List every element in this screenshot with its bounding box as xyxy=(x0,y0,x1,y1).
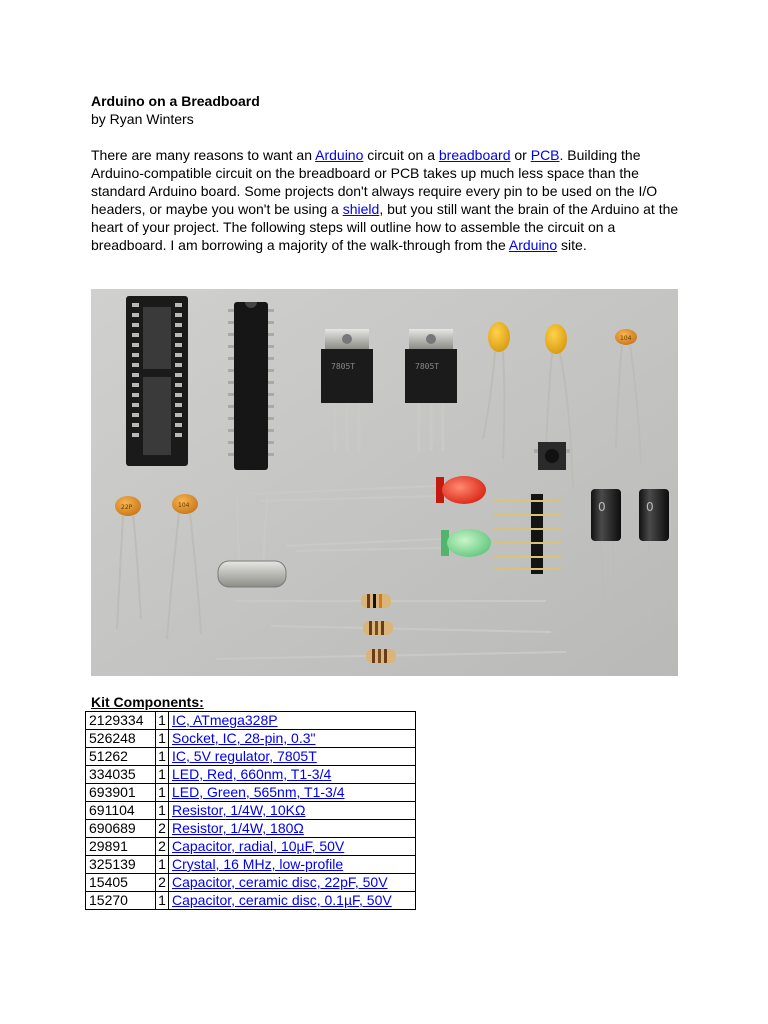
regulator-label-2: 7805T xyxy=(415,362,440,371)
intro-text-2: circuit on a xyxy=(363,147,439,163)
regulator-label-1: 7805T xyxy=(331,362,356,371)
cap-label-left-1: 22P xyxy=(121,504,133,511)
part-number: 690689 xyxy=(86,820,156,838)
component-link[interactable]: Capacitor, ceramic disc, 22pF, 50V xyxy=(172,874,388,890)
part-number: 15270 xyxy=(86,892,156,910)
intro-text-6: site. xyxy=(557,237,587,253)
component-link[interactable]: IC, 5V regulator, 7805T xyxy=(172,748,317,764)
cap-label-left-2: 104 xyxy=(178,502,190,509)
table-row xyxy=(86,730,416,748)
table-row xyxy=(86,820,416,838)
quantity: 1 xyxy=(156,730,169,748)
description-cell xyxy=(169,748,416,766)
link-shield[interactable]: shield xyxy=(342,201,380,217)
description-cell xyxy=(169,820,416,838)
quantity: 2 xyxy=(156,838,169,856)
part-number: 325139 xyxy=(86,856,156,874)
intro-text-1: There are many reasons to want an xyxy=(91,147,316,163)
link-pcb[interactable]: PCB xyxy=(530,147,560,163)
component-link[interactable]: Socket, IC, 28-pin, 0.3" xyxy=(172,730,316,746)
quantity: 1 xyxy=(156,784,169,802)
description-cell xyxy=(169,784,416,802)
table-row xyxy=(86,766,416,784)
quantity: 2 xyxy=(156,820,169,838)
pushbutton xyxy=(534,442,570,470)
description-cell xyxy=(169,730,416,748)
table-row xyxy=(86,838,416,856)
cap-label-top: 104 xyxy=(620,335,632,342)
part-number: 691104 xyxy=(86,802,156,820)
component-link[interactable]: Capacitor, ceramic disc, 0.1µF, 50V xyxy=(172,892,392,908)
document-byline: by Ryan Winters xyxy=(91,111,194,127)
components-photo xyxy=(91,289,678,676)
quantity: 1 xyxy=(156,802,169,820)
table-row xyxy=(86,748,416,766)
component-link[interactable]: Resistor, 1/4W, 10KΩ xyxy=(172,802,306,818)
description-cell xyxy=(169,874,416,892)
part-number: 15405 xyxy=(86,874,156,892)
part-number: 29891 xyxy=(86,838,156,856)
table-row xyxy=(86,874,416,892)
intro-text-5: , but you still want the brain of the Arduino at the heart of your project. The following steps will outline how to assemble the circuit on a breadboard. I am borrowing a majority of the walk-through from the xyxy=(91,201,679,253)
quantity: 1 xyxy=(156,766,169,784)
part-number: 693901 xyxy=(86,784,156,802)
intro-text-4: . Building the Arduino-compatible circuit on the breadboard or PCB takes up much less space than the standard Arduino board. Some projects don't always require every pin to be used on the I/O headers, or maybe you won't be using a xyxy=(91,147,658,217)
quantity: 1 xyxy=(156,712,169,730)
table-row xyxy=(86,892,416,910)
quantity: 1 xyxy=(156,856,169,874)
link-arduino-site[interactable]: Arduino xyxy=(508,237,558,253)
intro-text-3: or xyxy=(510,147,531,163)
svg-text:0: 0 xyxy=(646,500,654,514)
component-link[interactable]: LED, Green, 565nm, T1-3/4 xyxy=(172,784,345,800)
part-number: 334035 xyxy=(86,766,156,784)
description-cell xyxy=(169,892,416,910)
link-arduino[interactable]: Arduino xyxy=(315,147,364,163)
component-link[interactable]: Resistor, 1/4W, 180Ω xyxy=(172,820,304,836)
part-number: 526248 xyxy=(86,730,156,748)
description-cell xyxy=(169,856,416,874)
component-link[interactable]: LED, Red, 660nm, T1-3/4 xyxy=(172,766,332,782)
component-link[interactable]: IC, ATmega328P xyxy=(172,712,278,728)
intro-paragraph xyxy=(91,146,681,254)
document-title: Arduino on a Breadboard xyxy=(91,93,260,109)
document-body xyxy=(91,93,681,254)
part-number: 51262 xyxy=(86,748,156,766)
kit-components-table xyxy=(85,711,416,910)
table-row xyxy=(86,856,416,874)
table-row xyxy=(86,784,416,802)
atmega-chip xyxy=(228,302,274,470)
part-number: 2129334 xyxy=(86,712,156,730)
kit-components-heading: Kit Components: xyxy=(91,694,204,710)
component-link[interactable]: Crystal, 16 MHz, low-profile xyxy=(172,856,344,872)
quantity: 1 xyxy=(156,748,169,766)
component-link[interactable]: Capacitor, radial, 10µF, 50V xyxy=(172,838,345,854)
link-breadboard[interactable]: breadboard xyxy=(438,147,511,163)
description-cell xyxy=(169,766,416,784)
quantity: 1 xyxy=(156,892,169,910)
description-cell xyxy=(169,802,416,820)
table-row xyxy=(86,802,416,820)
svg-text:0: 0 xyxy=(598,500,606,514)
description-cell xyxy=(169,712,416,730)
description-cell xyxy=(169,838,416,856)
quantity: 2 xyxy=(156,874,169,892)
ic-socket xyxy=(126,296,188,466)
table-row xyxy=(86,712,416,730)
